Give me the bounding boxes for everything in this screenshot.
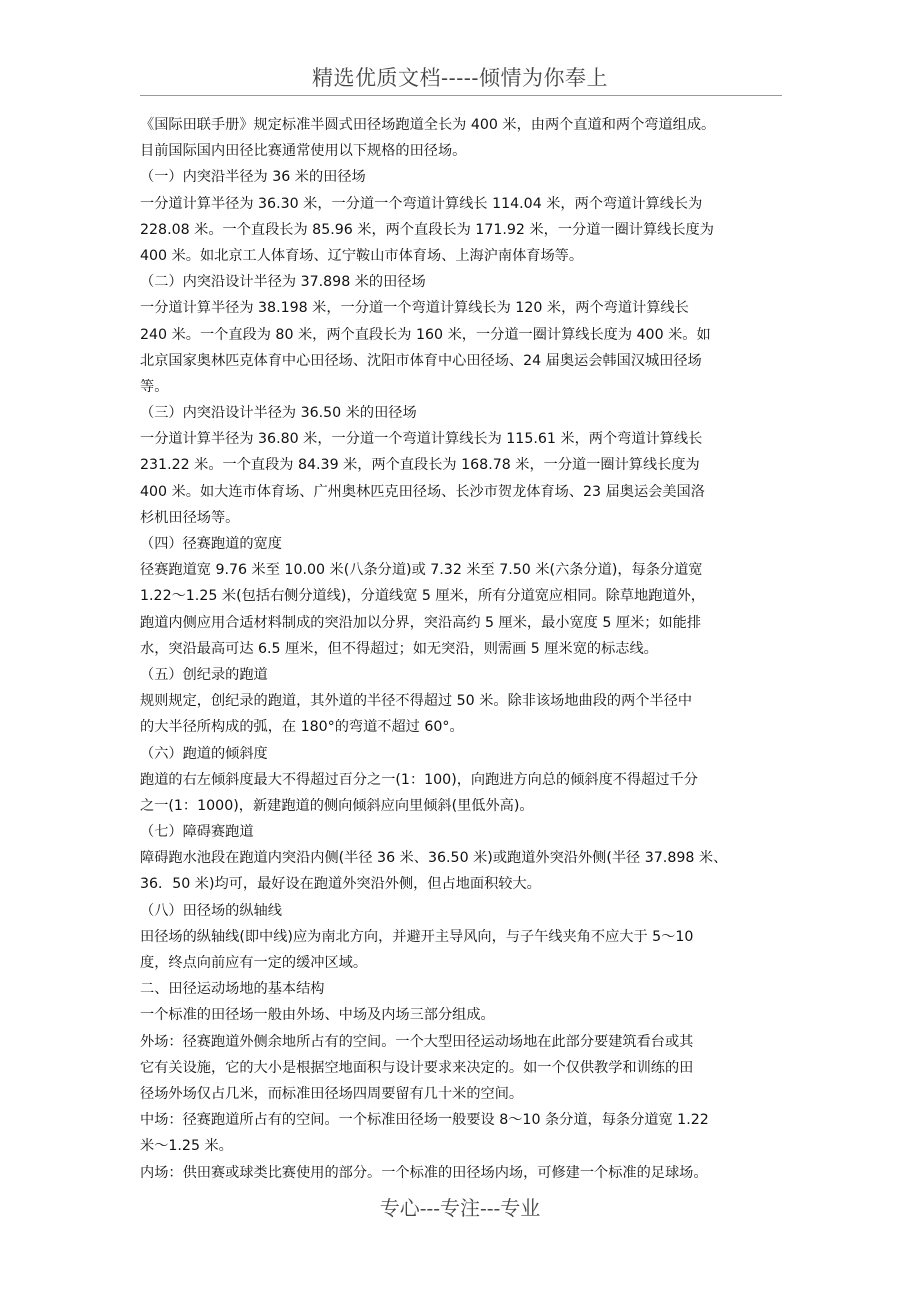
text-line: （六）跑道的倾斜度 (140, 745, 268, 762)
text-line: 规则规定，创纪录的跑道，其外道的半径不得超过 50 米。除非该场地曲段的两个半径中 (140, 693, 693, 710)
text-line: 米～1.25 米。 (140, 1138, 233, 1155)
text-line: 田径场的纵轴线(即中线)应为南北方向，并避开主导风向，与子午线夹角不应大于 5～10 (140, 928, 694, 945)
text-line: 228.08 米。一个直段长为 85.96 米，两个直段长为 171.92 米，一分道一圈计算线长度为 (140, 221, 714, 238)
text-line: 等。 (140, 378, 169, 395)
text-line: （七）障碍赛跑道 (140, 824, 254, 841)
page-header: 精选优质文档-----倾情为你奉上 (312, 66, 608, 90)
text-line: 障碍跑水池段在跑道内突沿内侧(半径 36 米、36.50 米)或跑道外突沿外侧(半径 37.898 米、 (140, 850, 728, 867)
text-line: 一分道计算半径为 36.80 米，一分道一个弯道计算线长为 115.61 米，两个弯道计算线长 (140, 431, 703, 448)
text-line: 的大半径所构成的弧，在 180°的弯道不超过 60°。 (140, 719, 464, 736)
text-line: 跑道的右左倾斜度最大不得超过百分之一(1：100)，向跑进方向总的倾斜度不得超过千分 (140, 771, 698, 788)
text-line: 1.22～1.25 米(包括右侧分道线)，分道线宽 5 厘米，所有分道宽应相同。除草地跑道外， (140, 588, 705, 605)
text-line: 中场：径赛跑道所占有的空间。一个标准田径场一般要设 8～10 条分道，每条分道宽 1.22 (140, 1112, 709, 1129)
text-line: （五）创纪录的跑道 (140, 666, 268, 683)
text-line: 径场外场仅占几米，而标准田径场四周要留有几十米的空间。 (140, 1085, 524, 1102)
text-line: 水，突沿最高可达 6.5 厘米，但不得超过；如无突沿，则需画 5 厘米宽的标志线。 (140, 640, 658, 657)
text-line: 一分道计算半径为 36.30 米，一分道一个弯道计算线长 114.04 米，两个弯道计算线长为 (140, 195, 703, 212)
header-divider (140, 95, 782, 96)
text-line: 度，终点向前应有一定的缓冲区域。 (140, 955, 368, 971)
text-line: （八）田径场的纵轴线 (140, 902, 282, 919)
text-line: 径赛跑道宽 9.76 米至 10.00 米(八条分道)或 7.32 米至 7.50 米(六条分道)，每条分道宽 (140, 562, 703, 579)
document-body (140, 112, 785, 1186)
text-line: 231.22 米。一个直段为 84.39 米，两个直段长为 168.78 米，一分道一圈计算线长度为 (140, 457, 700, 474)
text-line: （一）内突沿半径为 36 米的田径场 (140, 169, 366, 186)
text-line: 它有关设施，它的大小是根据空地面积与设计要求来决定的。如一个仅供教学和训练的田 (140, 1059, 694, 1076)
text-line: （二）内突沿设计半径为 37.898 米的田径场 (140, 274, 426, 291)
text-line: 400 米。如大连市体育场、广州奥林匹克田径场、长沙市贺龙体育场、23 届奥运会美国洛 (140, 483, 705, 500)
text-line: （四）径赛跑道的宽度 (140, 536, 282, 552)
text-line: 240 米。一个直段为 80 米，两个直段长为 160 米，一分道一圈计算线长度为 400 米。如 (140, 326, 711, 343)
text-line: 内场：供田赛或球类比赛使用的部分。一个标准的田径场内场，可修建一个标准的足球场。 (140, 1164, 708, 1181)
text-line: 一分道计算半径为 38.198 米，一分道一个弯道计算线长为 120 米，两个弯道计算线长 (140, 300, 689, 317)
text-line: 《国际田联手册》规定标准半圆式田径场跑道全长为 400 米，由两个直道和两个弯道组成。 (140, 117, 716, 133)
text-line: 二、田径运动场地的基本结构 (140, 981, 325, 998)
text-line: 400 米。如北京工人体育场、辽宁鞍山市体育场、上海沪南体育场等。 (140, 247, 584, 264)
text-line: 跑道内侧应用合适材料制成的突沿加以分界，突沿高约 5 厘米，最小宽度 5 厘米；如能排 (140, 614, 702, 631)
text-line: 之一(1：1000)，新建跑道的侧向倾斜应向里倾斜(里低外高)。 (140, 797, 534, 814)
text-line: （三）内突沿设计半径为 36.50 米的田径场 (140, 405, 417, 422)
text-line: 一个标准的田径场一般由外场、中场及内场三部分组成。 (140, 1007, 495, 1024)
text-line: 目前国际国内田径比赛通常使用以下规格的田径场。 (140, 143, 467, 160)
text-line: 杉机田径场等。 (140, 509, 240, 526)
text-line: 外场：径赛跑道外侧余地所占有的空间。一个大型田径运动场地在此部分要建筑看台或其 (140, 1033, 694, 1050)
text-line: 北京国家奥林匹克体育中心田径场、沈阳市体育中心田径场、24 届奥运会韩国汉城田径场 (140, 352, 702, 369)
text-line: 36．50 米)均可，最好设在跑道外突沿外侧，但占地面积较大。 (140, 876, 541, 893)
page-footer: 专心---专注---专业 (379, 1196, 541, 1220)
